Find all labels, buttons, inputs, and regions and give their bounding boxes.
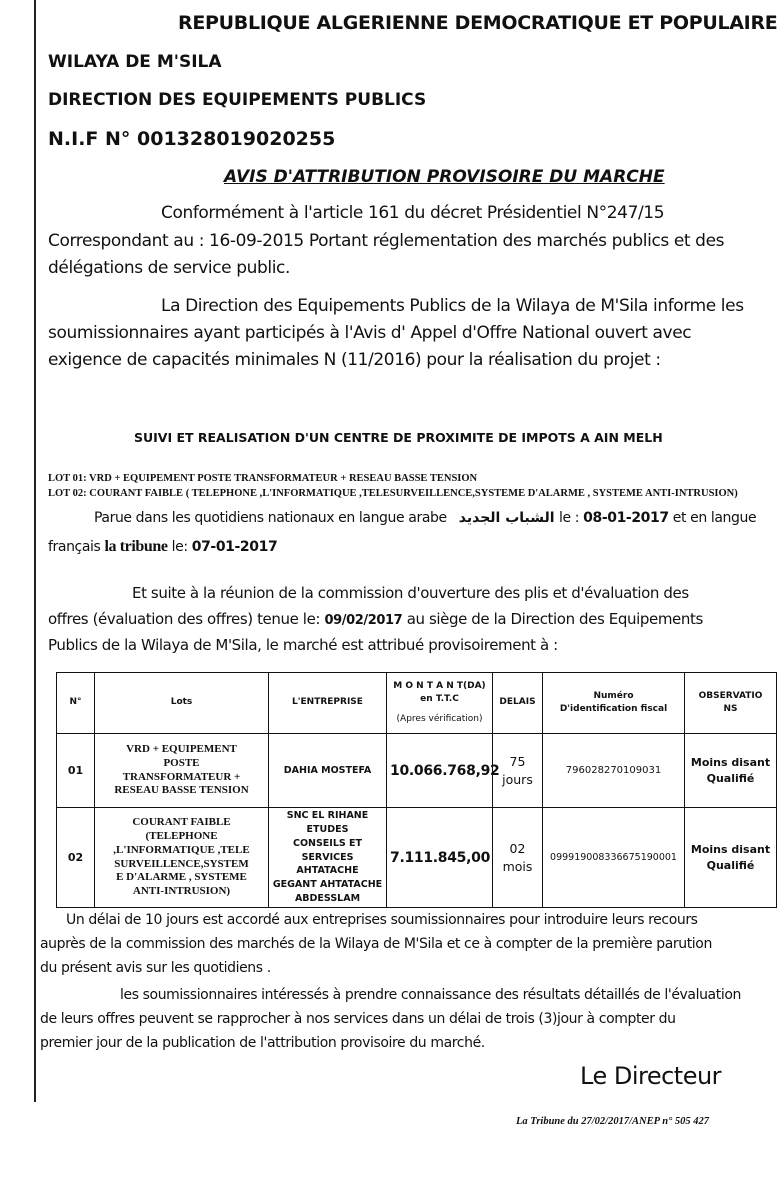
row-2-no: 02 [57, 808, 95, 908]
row-1-observation [685, 734, 777, 808]
arabic-publication-date: 08-01-2017 [583, 510, 669, 526]
row-2-entreprise [269, 808, 387, 908]
intro-line-2: Correspondant au : 16-09-2015 Portant réglementation des marchés publics et des [48, 231, 725, 251]
info-line-2: soumissionnaires ayant participés à l'Avis d' Appel d'Offre National ouvert avec [48, 323, 692, 343]
intro-line-3: délégations de service public. [48, 258, 290, 278]
publication-prefix: Parue dans les quotidiens nationaux en langue arabe [94, 510, 447, 526]
header-montant-1: M O N T A N T(DA) [393, 680, 486, 691]
row-1-obs-line: Moins disant [690, 755, 771, 769]
row-2-lot-line: E D'ALARME , SYSTEME [116, 871, 247, 884]
row-2-obs-line: Moins disant [690, 842, 771, 856]
publication-line-1 [94, 510, 756, 526]
table-row [57, 734, 777, 808]
french-publication-date: 07-01-2017 [191, 539, 278, 555]
header-montant-2: en T.T.C [420, 694, 459, 705]
row-1-montant: 10.066.768,92 [387, 734, 493, 808]
row-2-entreprise-line: AHTATACHE [296, 865, 359, 877]
row-2-lot-line: ANTI-INTRUSION) [132, 885, 231, 897]
delay-notice-line-2: auprès de la commission des marchés de la Wilaya de M'Sila et ce à compter de la première parution [40, 936, 712, 952]
row-2-lot-line: COURANT FAIBLE [132, 816, 231, 829]
nif-heading: N.I.F N° 001328019020255 [48, 128, 336, 150]
project-title: SUIVI ET REALISATION D'UN CENTRE DE PROXIMITE DE IMPOTS A AIN MELH [134, 430, 663, 445]
row-2-lot-line: SURVEILLENCE,SYSTEM [114, 857, 249, 870]
publication-line2-prefix: français [48, 539, 101, 555]
delay-notice-line-3: du présent avis sur les quotidiens . [40, 960, 271, 976]
meeting-line-2 [48, 610, 703, 628]
row-1-lot-line: TRANSFORMATEUR + [122, 770, 241, 783]
row-2-lot-line: ,L'INFORMATIQUE ,TELE [113, 843, 250, 856]
row-1-lot-line: RESEAU BASSE TENSION [114, 784, 249, 797]
table-header-row [57, 673, 777, 734]
publication-le: le : [559, 510, 580, 526]
wilaya-heading: WILAYA DE M'SILA [48, 52, 222, 72]
row-2-lot-line: (TELEPHONE [145, 830, 218, 842]
lot-2-line: LOT 02: COURANT FAIBLE ( TELEPHONE ,L'INFORMATIQUE ,TELESURVEILLENCE,SYSTEME D'ALARME , SYSTEME ANTI-INTRUSION) [48, 488, 738, 499]
header-obs-2: NS [723, 704, 738, 714]
meeting-line-1: Et suite à la réunion de la commission d'ouverture des plis et d'évaluation des [132, 584, 689, 602]
header-no: N° [57, 673, 95, 734]
header-entreprise: L'ENTREPRISE [269, 673, 387, 734]
row-1-delai-unit: jours [502, 771, 533, 787]
row-1-delai [493, 734, 543, 808]
row-1-lot-line: VRD + EQUIPEMENT [126, 743, 237, 755]
row-2-lot [95, 808, 269, 908]
publication-source: La Tribune du 27/02/2017/ANEP n° 505 427 [516, 1116, 710, 1127]
row-2-obs-line: Qualifié [706, 858, 755, 872]
row-2-entreprise-line: CONSEILS ET SERVICES [292, 837, 363, 863]
header-obs-1: OBSERVATIO [698, 690, 763, 701]
row-1-lot-line: POSTE [163, 756, 200, 769]
results-notice-line-3: premier jour de la publication de l'attribution provisoire du marché. [40, 1035, 485, 1051]
meeting-line2-suffix: au siège de la Direction des Equipements [406, 610, 703, 628]
notice-page [34, 0, 780, 1102]
direction-heading: DIRECTION DES EQUIPEMENTS PUBLICS [48, 90, 427, 110]
meeting-date: 09/02/2017 [324, 613, 403, 628]
notice-title: AVIS D'ATTRIBUTION PROVISOIRE DU MARCHE [224, 167, 665, 187]
row-2-montant: 7.111.845,00 [387, 808, 493, 908]
row-2-observation [685, 808, 777, 908]
row-1-delai-value: 75 [509, 754, 526, 769]
results-notice-line-1: les soumissionnaires intéressés à prendre connaissance des résultats détaillés de l'évaluation [120, 987, 741, 1003]
row-2-nif: 099919008336675190001 [543, 808, 685, 908]
row-2-entreprise-line: SNC EL RIHANE ETUDES [286, 810, 369, 836]
french-newspaper: la tribune [104, 538, 168, 555]
republic-heading: REPUBLIQUE ALGERIENNE DEMOCRATIQUE ET POPULAIRE [178, 12, 778, 34]
header-lots: Lots [95, 673, 269, 734]
meeting-line-3: Publics de la Wilaya de M'Sila, le marché est attribué provisoirement à : [48, 636, 558, 654]
info-line-1: La Direction des Equipements Publics de la Wilaya de M'Sila informe les [161, 296, 744, 316]
row-2-entreprise-line: ABDESSLAM [294, 892, 361, 904]
header-nif [543, 673, 685, 734]
intro-line-1: Conformément à l'article 161 du décret Présidentiel N°247/15 [161, 203, 665, 223]
info-line-3: exigence de capacités minimales N (11/2016) pour la réalisation du projet : [48, 350, 661, 370]
header-delais: DELAIS [493, 673, 543, 734]
row-1-obs-line: Qualifié [706, 771, 755, 785]
delay-notice-line-1: Un délai de 10 jours est accordé aux entreprises soumissionnaires pour introduire leurs recours [66, 912, 698, 928]
results-notice-line-2: de leurs offres peuvent se rapprocher à nos services dans un délai de trois (3)jour à compter du [40, 1011, 676, 1027]
table-row [57, 808, 777, 908]
publication-le-2: le: [171, 539, 188, 555]
meeting-line2-prefix: offres (évaluation des offres) tenue le: [48, 610, 321, 628]
header-nif-2: D'identification fiscal [559, 704, 668, 714]
row-1-nif: 796028270109031 [543, 734, 685, 808]
row-2-delai-value: 02 [509, 841, 526, 856]
arabic-newspaper: الشباب الجديد [458, 510, 555, 526]
lot-1-line: LOT 01: VRD + EQUIPEMENT POSTE TRANSFORMATEUR + RESEAU BASSE TENSION [48, 473, 478, 484]
director-signature: Le Directeur [580, 1062, 722, 1090]
header-nif-1: Numéro [593, 690, 634, 701]
row-1-no: 01 [57, 734, 95, 808]
row-2-delai-unit: mois [502, 858, 533, 874]
row-2-delai [493, 808, 543, 908]
header-montant-3: (Apres vérification) [396, 713, 483, 724]
header-observations [685, 673, 777, 734]
row-1-lot [95, 734, 269, 808]
header-montant [387, 673, 493, 734]
row-2-entreprise-line: GEGANT AHTATACHE [272, 879, 383, 891]
publication-line-2 [48, 538, 277, 556]
publication-suffix: et en langue [672, 510, 757, 526]
row-1-entreprise: DAHIA MOSTEFA [269, 734, 387, 808]
attribution-table [56, 672, 777, 908]
